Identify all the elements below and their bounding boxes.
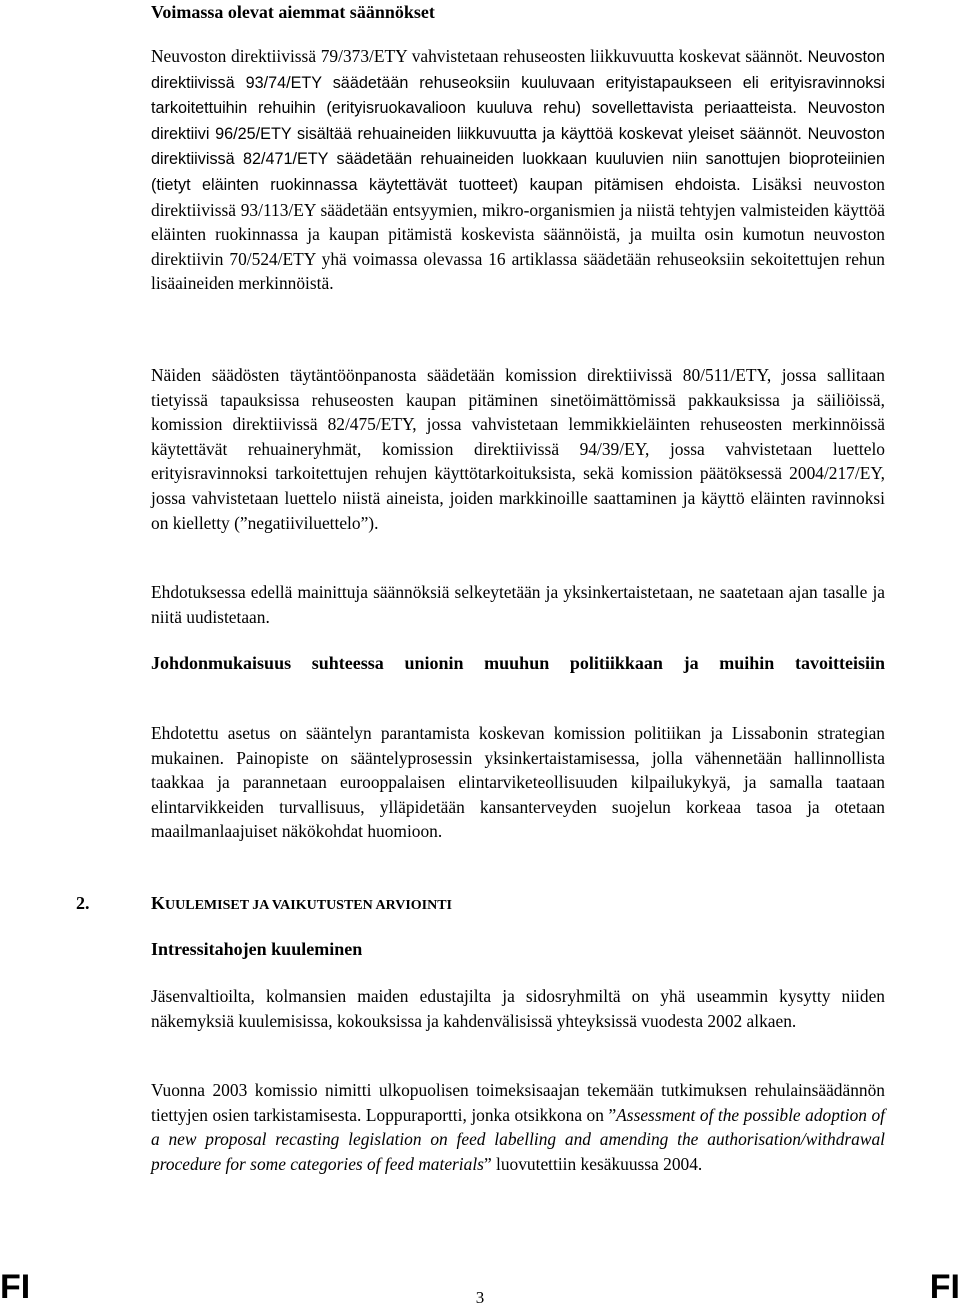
- paragraph-implementation: Näiden säädösten täytäntöönpanosta säädetään komission direktiivissä 80/511/ETY, jossa sallitaan tietyissä tapauksissa rehuseosten kaupan pitäminen sinetöimättömissä pakkauksissa ja säiliöissä, komission direktiivissä 82/475/ETY, jossa vahvistetaan lemmikkieläinten rehuseosten merkinnöissä käytettävät rehuaineryhmät, komission direktiivissä 94/39/EY, jossa vahvistetaan luettelo erityisravinnoksi tarkoitettujen rehujen käyttötarkoituksista, sekä komission päätöksessä 2004/217/EY, jossa vahvistetaan luettelo niistä aineista, joiden markkinoille saattaminen ja käyttö eläinten ravinnoksi on kielletty (”negatiiviluettelo”).: [151, 365, 885, 533]
- footer-language-left: FI: [0, 1268, 31, 1306]
- section-title-rest: UULEMISET JA VAIKUTUSTEN ARVIOINTI: [165, 898, 453, 913]
- text-report-title: Assessment of the possible adoption of a new proposal recasting legislation on feed labelling and amending the authorisation/withdrawal procedure for some categories of feed materials: [151, 1104, 885, 1174]
- text-simplification: Painopiste on sääntelyprosessin yksinkertaistamisessa, jolla vähennetään hallinnollista taakkaa ja parannetaan eurooppalaisen elintarviketeollisuuden kilpailukykyä, ja samalla taataan elintarvikkeiden turvallisuus, ylläpidetään kansanterveyden suojelun korkeaa tasoa ja otetaan maailmanlaajuiset näkökohdat huomioon.: [151, 747, 885, 842]
- text-lisbon: Ehdotettu asetus on sääntelyn parantamista koskevan komission politiikan ja Lissabonin strategian mukainen.: [151, 723, 885, 768]
- text-96-25: Neuvoston direktiivi 96/25/ETY sisältää rehuaineiden liikkuvuutta ja käyttöä koskevat yleiset säännöt.: [151, 99, 885, 143]
- page-number: 3: [475, 1288, 485, 1307]
- paragraph-proposal-summary: Ehdotuksessa edellä mainittuja säännöksiä selkeytetään ja yksinkertaistetaan, ne saatetaan ajan tasalle ja niitä uudistetaan.: [151, 582, 885, 627]
- heading-consistency: Johdonmukaisuus suhteessa unionin muuhun politiikkaan ja muihin tavoitteisiin: [151, 653, 885, 673]
- paragraph-consistency: [151, 721, 885, 844]
- paragraph-study: [151, 1078, 885, 1176]
- heading-stakeholder-consultation: Intressitahojen kuuleminen: [151, 939, 363, 959]
- text-79-373: Neuvoston direktiivissä 79/373/ETY vahvistetaan rehuseosten liikkuvuutta koskevat säännöt.: [151, 46, 803, 66]
- heading-consistency-line1: [151, 651, 885, 675]
- text-93-74: Neuvoston direktiivissä 93/74/ETY säädetään rehuseoksiin kuuluvaan erityistapaukseen eli erityisravinnoksi tarkoitettuihin rehuihin (erityisruokavalioon kuuluva rehu) sovellettavista periaatteista.: [151, 48, 885, 118]
- paragraph-existing-directives: [151, 44, 885, 296]
- text-delivered: ” luovutettiin kesäkuussa 2004.: [483, 1153, 703, 1174]
- text-82-471: Neuvoston direktiivissä 82/471/ETY säädetään rehuaineiden luokkaan kuuluvien niin sanottujen bioproteiinien (tietyt eläinten ruokinnassa käytettävät tuotteet) kaupan pitämisen ehdoista.: [151, 124, 885, 194]
- footer-language-right: FI: [929, 1268, 960, 1306]
- text-93-113: Lisäksi neuvoston direktiivissä 93/113/EY säädetään entsyymien, mikro-organismien ja niistä tehtyjen valmisteiden käyttöä eläinten ruokinnassa ja kaupan pitämistä koskevista säännöistä, ja muilta osin kumotun neuvoston direktiivin 70/524/ETY yhä voimassa olevassa 16 artiklassa säädetään rehuseoksiin sekoitettujen rehun lisäaineiden merkinnöistä.: [151, 173, 885, 294]
- section-number: 2.: [76, 893, 90, 913]
- text-study: Vuonna 2003 komissio nimitti ulkopuolisen toimeksisaajan tekemään tutkimuksen rehulainsäädännön tiettyjen osien tarkistamisesta.: [151, 1080, 885, 1125]
- section-title: [151, 891, 452, 918]
- text-final-report: Loppuraportti, jonka otsikkona on ”: [361, 1104, 617, 1125]
- section-title-initial: K: [151, 893, 166, 913]
- paragraph-consultations: Jäsenvaltioilta, kolmansien maiden edustajilta ja sidosryhmiltä on yhä useammin kysytty niiden näkemyksiä kuulemisissa, kokouksissa ja kahdenvälisissä yhteyksissä vuodesta 2002 alkaen.: [151, 986, 885, 1031]
- heading-existing-provisions: Voimassa olevat aiemmat säännökset: [151, 2, 435, 22]
